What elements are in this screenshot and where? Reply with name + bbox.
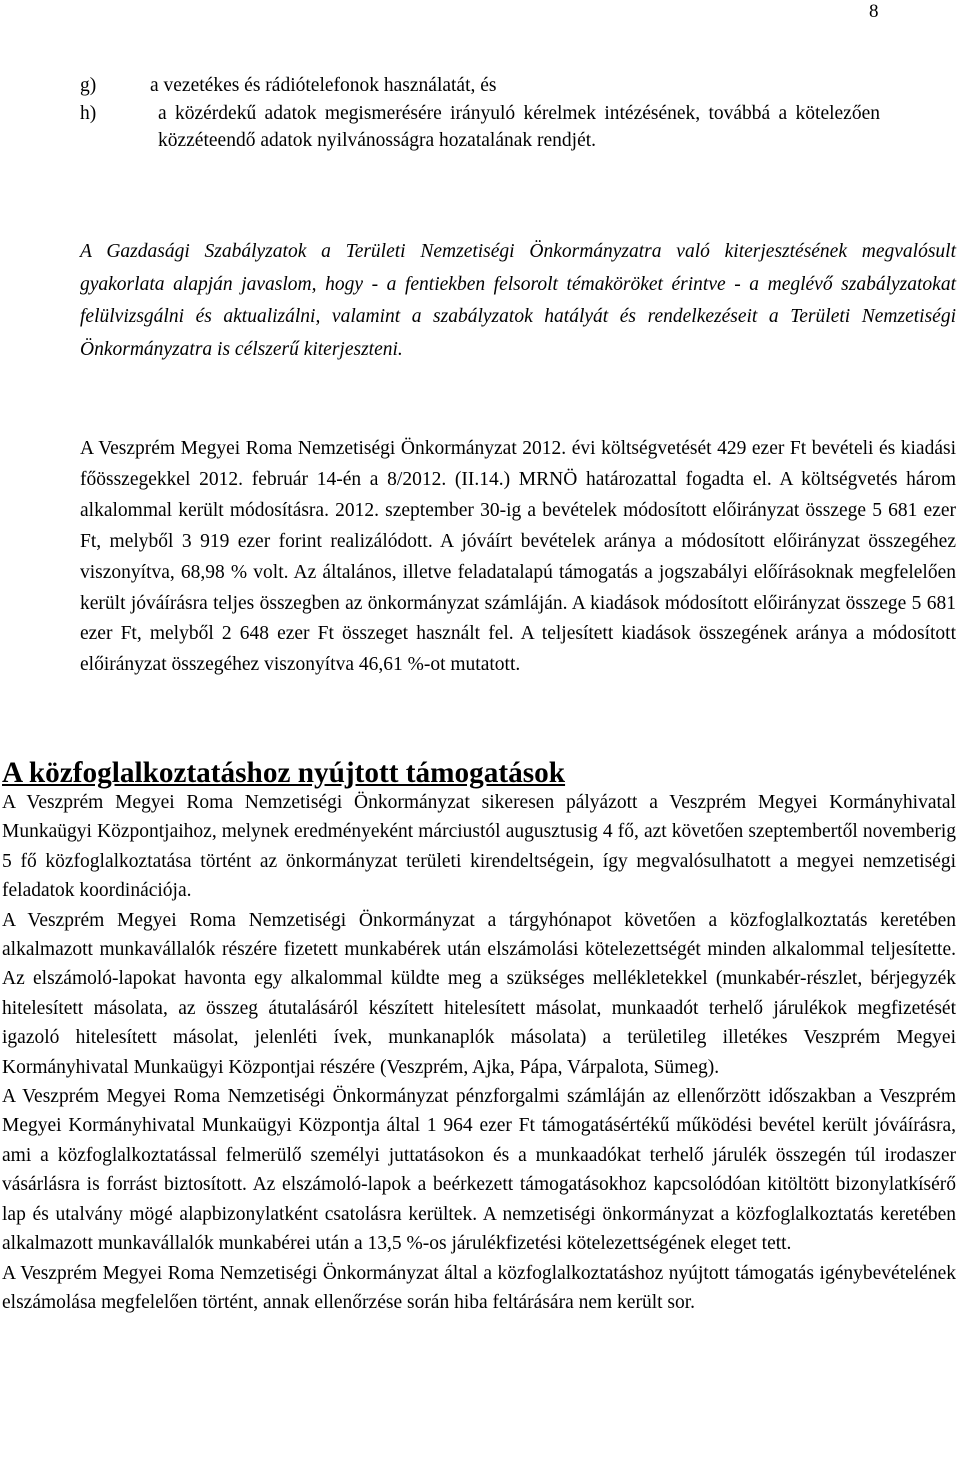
rules-list [80, 72, 880, 155]
budget-paragraph: A Veszprém Megyei Roma Nemzetiségi Önkormányzat 2012. évi költségvetését 429 ezer Ft bevételi és kiadási főösszegekkel 2012. február 14-én a 8/2012. (II.14.) MRNÖ határozattal fogadta el. A költségvetés három alkalommal került módosításra. 2012. szeptember 30-ig a bevételek módosított előirányzat összege 5 681 ezer Ft, melyből 3 919 ezer forint realizálódott. A jóváírt bevételek aránya a módosított előirányzat összegéhez viszonyítva, 68,98 % volt. Az általános, illetve feladatalapú támogatás a jogszabályi előírásoknak megfelelően került jóváírásra teljes összegben az önkormányzat számláján. A kiadások módosított előirányzat összege 5 681 ezer Ft, melyből 2 648 ezer Ft összeget használt fel. A teljesített kiadások összegének aránya a módosított előirányzat összegéhez viszonyítva 46,61 %-ot mutatott. [80, 438, 956, 676]
section-paragraph: A Veszprém Megyei Roma Nemzetiségi Önkormányzat sikeresen pályázott a Veszprém Megyei Kormányhivatal Munkaügyi Központjaihoz, melynek eredményeként márciustól augusztusig 4 fő, azt követően szeptembertől novemberig 5 fő közfoglalkoztatása történt az önkormányzat területi kirendeltségein, így megvalósulhatott a megyei nemzetiségi feladatok koordinációja. [2, 792, 956, 902]
section-paragraph: A Veszprém Megyei Roma Nemzetiségi Önkormányzat pénzforgalmi számláján az ellenőrzött időszakban a Veszprém Megyei Kormányhivatal Munkaügyi Központja által 1 964 ezer Ft támogatásértékű működési bevétel került jóváírásra, ami a közfoglalkoztatással felmerülő személyi juttatásokon és a munkaadókat terhelő járulék összegén túl irodaszer vásárlásra is forrást biztosított. Az elszámoló-lapok a beérkezett támogatásokhoz kapcsolódóan kitöltött bizonylatkísérő lap és utalvány mögé alapbizonylatként csatolásra kerültek. A nemzetiségi önkormányzat a közfoglalkoztatás keretében alkalmazott munkavállalók munkabérei után a 13,5 %-os járulékfizetési kötelezettségének eleget tett. [2, 1086, 956, 1255]
list-item-letter: g) [80, 75, 97, 96]
section-paragraph: A Veszprém Megyei Roma Nemzetiségi Önkormányzat a tárgyhónapot követően a közfoglalkoztatás keretében alkalmazott munkavállalók részére fizetett munkabérek után elszámolási kötelezettségét minden alkalommal teljesítette. Az elszámoló-lapokat havonta egy alkalommal küldte meg a szükséges mellékletekkel (munkabér-részlet, bérjegyzék hitelesített másolata, az összeg átutalásáról készített hitelesített másolat, munkaadót terhelő járulékok megfizetését igazoló hitelesített másolat, jelenléti ívek, munkanaplók másolata) a területileg illetékes Veszprém Megyei Kormányhivatal Munkaügyi Központjai részére (Veszprém, Ajka, Pápa, Várpalota, Sümeg). [2, 909, 956, 1078]
section-heading: A közfoglalkoztatáshoz nyújtott támogatások [2, 757, 566, 789]
list-item-letter: h) [80, 102, 97, 124]
list-item [80, 72, 880, 100]
recommendation-paragraph: A Gazdasági Szabályzatok a Területi Nemzetiségi Önkormányzatra való kiterjesztésének megvalósult gyakorlata alapján javaslom, hogy - a fentiekben felsorolt témaköröket érintve - a meglévő szabályzatokat felülvizsgálni és aktualizálni, valamint a szabályzatok hatályát és rendelkezéseit a Területi Nemzetiségi Önkormányzatra is célszerű kiterjeszteni. [80, 241, 956, 360]
list-item-text: a közérdekű adatok megismerésére irányuló kérelmek intézésének, továbbá a kötelezően közzéteendő adatok nyilvánosságra hozatalának rendjét. [158, 102, 880, 151]
list-item-text: a vezetékes és rádiótelefonok használatát, és [150, 75, 497, 96]
page-number: 8 [869, 1, 879, 22]
public-employment-section [2, 758, 956, 1317]
list-item [80, 100, 880, 155]
section-paragraph: A Veszprém Megyei Roma Nemzetiségi Önkormányzat által a közfoglalkoztatáshoz nyújtott támogatás igénybevételének elszámolása megfelelően történt, annak ellenőrzése során hiba feltárására nem került sor. [2, 1262, 956, 1313]
